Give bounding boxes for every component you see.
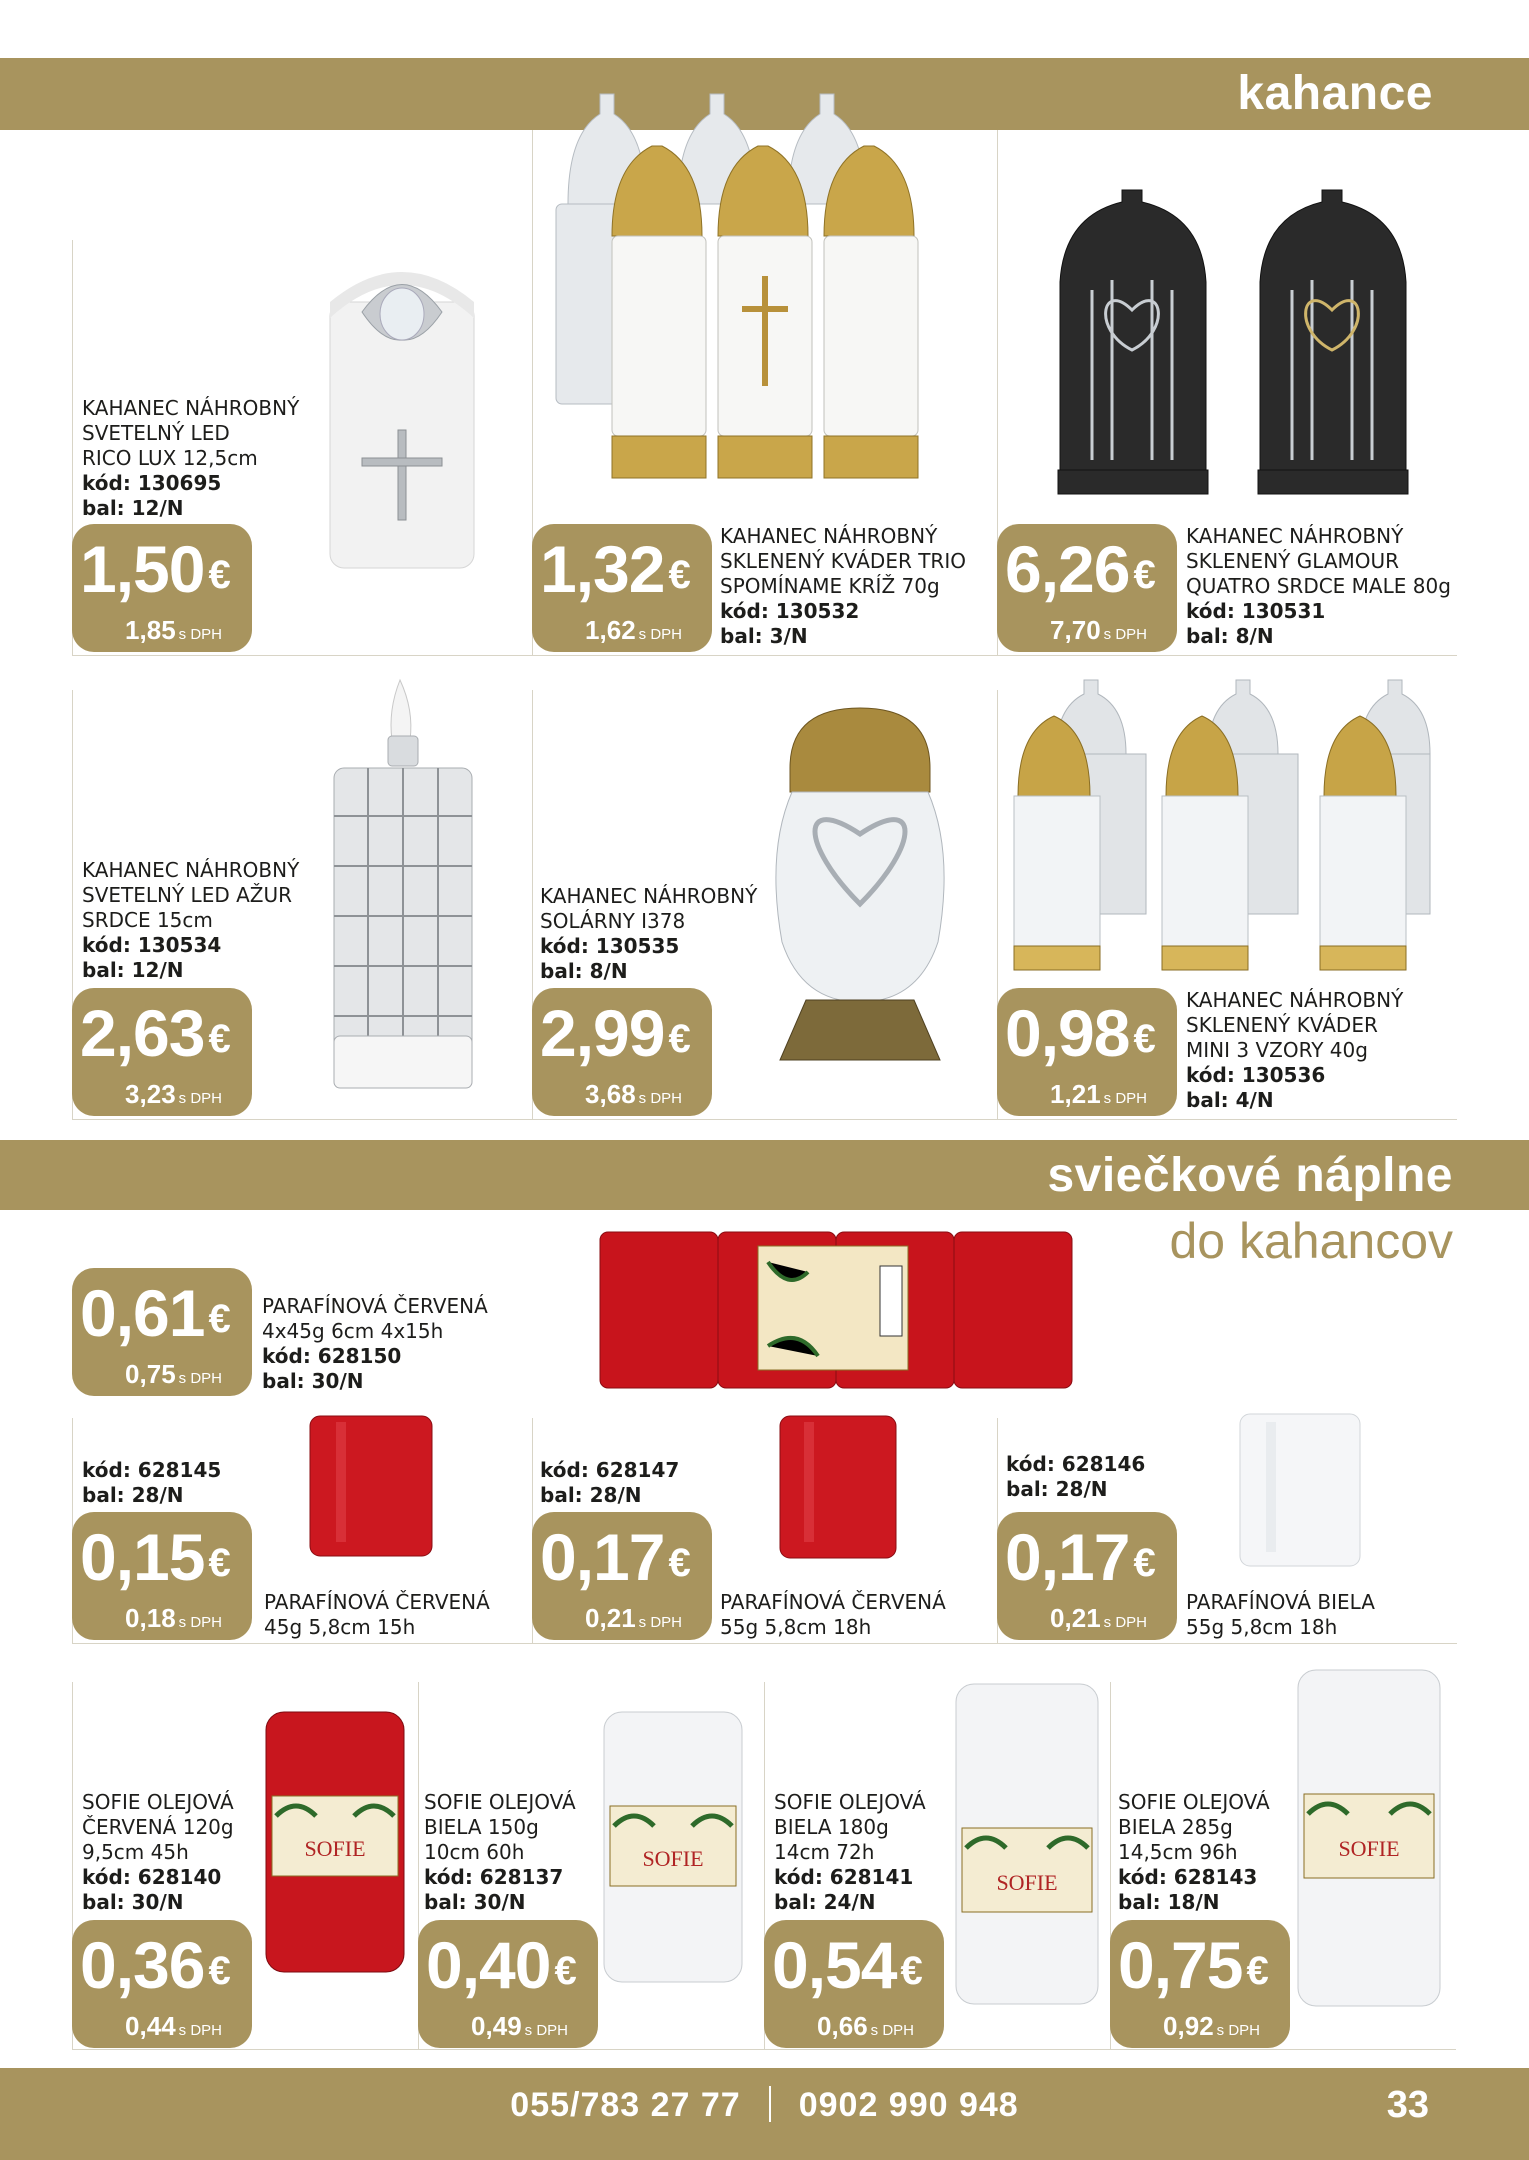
price-value: 6,26 [1005,532,1130,606]
price-value: 1,50 [80,532,205,606]
page-number: 33 [1386,2084,1429,2126]
price-tag: 0,98 € 1,21 s DPH [997,988,1177,1116]
sofie-white-285g-image [1294,1664,1444,2010]
product-description: KAHANEC NÁHROBNÝ SVETELNÝ LED RICO LUX 12,5cm kód: 130695 bal: 12/N [82,396,300,520]
price-tag: 0,54 € 0,66 s DPH [764,1920,944,2048]
product-description: KAHANEC NÁHROBNÝ SOLÁRNY I378 kód: 130535 bal: 8/N [540,884,758,983]
sofie-label: SOFIE [996,1870,1058,1895]
led-candle-image [322,262,482,572]
product-description: KAHANEC NÁHROBNÝ SKLENENÝ KVÁDER TRIO SPOMÍNAME KRÍŽ 70g kód: 130532 bal: 3/N [720,524,966,648]
price-tag: 1,50 € 1,85 s DPH [72,524,252,652]
price-tag: 2,99 € 3,68 s DPH [532,988,712,1116]
price-value: 0,54 [772,1928,897,2002]
sofie-label: SOFIE [642,1846,704,1871]
solar-heart-lantern-image [770,704,950,1074]
glass-lantern-trio-image [552,86,972,514]
price-value: 0,75 [1118,1928,1243,2002]
led-azur-heart-image [328,676,478,1096]
price-vat: 0,21 [585,1603,636,1633]
product-description: KAHANEC NÁHROBNÝ SKLENENÝ GLAMOUR QUATRO SRDCE MALE 80g kód: 130531 bal: 8/N [1186,524,1451,648]
product-description: PARAFÍNOVÁ ČERVENÁ 55g 5,8cm 18h [720,1590,946,1639]
price-vat: 1,62 [585,615,636,645]
price-tag: 0,40 € 0,49 s DPH [418,1920,598,2048]
section-title-naplne: sviečkové náplne [1047,1149,1453,1202]
product-description: SOFIE OLEJOVÁ BIELA 150g 10cm 60h kód: 628137 bal: 30/N [424,1790,576,1914]
product-description: PARAFÍNOVÁ ČERVENÁ 4x45g 6cm 4x15h kód: 628150 bal: 30/N [262,1294,488,1393]
price-vat: 0,21 [1050,1603,1101,1633]
price-vat: 3,23 [125,1079,176,1109]
price-vat: 1,85 [125,615,176,645]
sofie-white-150g-image [600,1706,746,1986]
footer-phones [0,2086,1529,2125]
price-value: 2,99 [540,996,665,1070]
product-description: KAHANEC NÁHROBNÝ SVETELNÝ LED AŽUR SRDCE 15cm kód: 130534 bal: 12/N [82,858,300,982]
product-description: kód: 628146 bal: 28/N [1006,1452,1146,1501]
paraffin-4pack-image [598,1226,1076,1394]
price-vat: 0,75 [125,1359,176,1389]
section-subtitle: do kahancov [1169,1213,1453,1269]
price-vat: 7,70 [1050,615,1101,645]
product-description: PARAFÍNOVÁ BIELA 55g 5,8cm 18h [1186,1590,1375,1639]
section-title-kahance: kahance [1237,67,1433,120]
sofie-red-120g-image [262,1706,408,1976]
phone-landline: 055/783 27 77 [510,2086,741,2124]
price-value: 0,17 [1005,1520,1130,1594]
price-tag: 0,15 € 0,18 s DPH [72,1512,252,1640]
price-vat: 0,49 [471,2011,522,2041]
price-tag: 0,75 € 0,92 s DPH [1110,1920,1290,2048]
price-value: 0,17 [540,1520,665,1594]
price-value: 2,63 [80,996,205,1070]
paraffin-white-55g-image [1236,1410,1364,1570]
product-description: SOFIE OLEJOVÁ ČERVENÁ 120g 9,5cm 45h kód: 628140 bal: 30/N [82,1790,234,1914]
sofie-label: SOFIE [1338,1836,1400,1861]
price-value: 0,98 [1005,996,1130,1070]
product-description: kód: 628147 bal: 28/N [540,1458,680,1507]
price-tag: 6,26 € 7,70 s DPH [997,524,1177,652]
glass-kvader-mini-image [1004,676,1436,976]
price-tag: 0,61 € 0,75 s DPH [72,1268,252,1396]
price-tag: 0,36 € 0,44 s DPH [72,1920,252,2048]
price-tag: 2,63 € 3,23 s DPH [72,988,252,1116]
product-description: SOFIE OLEJOVÁ BIELA 180g 14cm 72h kód: 628141 bal: 24/N [774,1790,926,1914]
price-value: 0,61 [80,1276,205,1350]
phone-mobile: 0902 990 948 [798,2086,1019,2124]
price-vat: 0,92 [1163,2011,1214,2041]
price-value: 0,36 [80,1928,205,2002]
paraffin-red-55g-image [776,1412,900,1562]
price-vat: 0,66 [817,2011,868,2041]
price-tag: 0,17 € 0,21 s DPH [997,1512,1177,1640]
price-vat: 0,44 [125,2011,176,2041]
product-description: PARAFÍNOVÁ ČERVENÁ 45g 5,8cm 15h [264,1590,490,1639]
price-tag: 0,17 € 0,21 s DPH [532,1512,712,1640]
price-value: 0,15 [80,1520,205,1594]
product-description: KAHANEC NÁHROBNÝ SKLENENÝ KVÁDER MINI 3 VZORY 40g kód: 130536 bal: 4/N [1186,988,1404,1112]
sofie-label: SOFIE [304,1836,366,1861]
price-vat: 1,21 [1050,1079,1101,1109]
price-value: 0,40 [426,1928,551,2002]
price-vat: 0,18 [125,1603,176,1633]
paraffin-red-45g-image [306,1412,436,1560]
black-glamour-lantern-image [1052,180,1422,500]
sofie-white-180g-image [952,1678,1102,2008]
price-tag: 1,32 € 1,62 s DPH [532,524,712,652]
price-value: 1,32 [540,532,665,606]
product-description: SOFIE OLEJOVÁ BIELA 285g 14,5cm 96h kód: 628143 bal: 18/N [1118,1790,1270,1914]
phone-separator [769,2086,771,2122]
price-vat: 3,68 [585,1079,636,1109]
product-description: kód: 628145 bal: 28/N [82,1458,222,1507]
